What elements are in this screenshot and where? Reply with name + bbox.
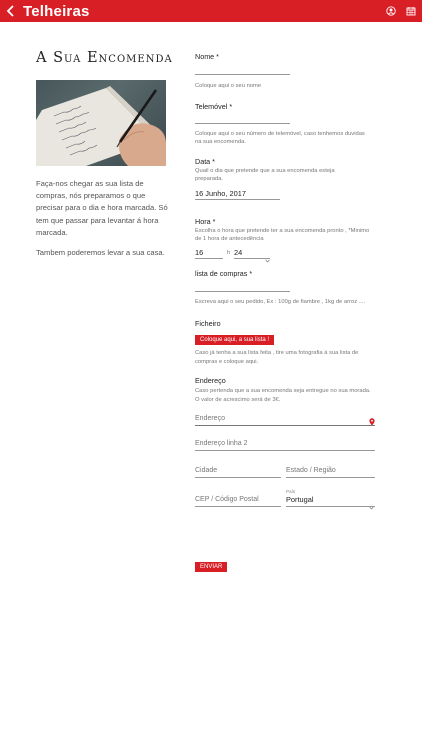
shopping-list-input[interactable] — [195, 281, 290, 292]
state-placeholder: Estado / Região — [286, 467, 336, 474]
address-line1-placeholder: Endereço — [195, 415, 225, 422]
top-app-bar — [0, 0, 422, 22]
file-hint: Caso já tenha a sua lista feita , tire uma fotografia á sua lista de compras e coloque aqui. — [195, 350, 359, 365]
account-icon[interactable] — [386, 6, 396, 16]
hour-separator: h — [227, 249, 231, 256]
phone-hint: Coloque aqui o seu número de telemóvel, caso tenhemos duvidas na sua encomenda. — [195, 130, 365, 145]
shopping-list-label: lista de compras * — [195, 268, 253, 278]
postal-code-input[interactable] — [195, 490, 281, 508]
address-hint: Caso pertenda que a sua encomenda seja entregue no sua morada. O valor de acrescimo será de 3€. — [195, 388, 371, 403]
country-select[interactable] — [286, 490, 375, 508]
name-hint: Coloque aqui o seu nome — [195, 83, 262, 89]
back-icon[interactable] — [0, 0, 22, 22]
location-pin-icon — [369, 413, 375, 431]
time-label: Hora * — [195, 216, 216, 226]
time-hint: Escolha o hora que pretende ter a sua encomenda pronto , *Minimo de 1 hora de antecedência — [195, 227, 370, 242]
delivery-note: Tambem poderemos levar a sua casa. — [36, 248, 165, 258]
intro-paragraph: Faça-nos chegar as sua lista de compras, nós preparamos o que precisar para o dia e hora marcada. Só tem que passar para levantar á hora marcada. — [36, 179, 168, 237]
page-title: A Sua Encomenda — [36, 50, 173, 66]
country-value: Portugal — [286, 495, 314, 504]
city-input[interactable] — [195, 465, 281, 479]
shopping-list-hint: Escreva aqui o seu pedido, Ex : 100g de fiambre , 1kg de arroz .... — [195, 298, 366, 305]
phone-label: Telemóvel * — [195, 101, 233, 111]
file-label: Ficheiro — [195, 319, 221, 328]
country-label: País — [286, 489, 296, 494]
address-line2-input[interactable] — [195, 438, 375, 454]
phone-input[interactable] — [195, 114, 290, 124]
upload-list-button[interactable]: Coloque aqui, a sua lista ! — [195, 335, 274, 345]
date-hint: Quail o dia que pretende que a sua encomenda esteja preparada. — [195, 167, 335, 182]
date-input[interactable]: 16 Junho, 2017 — [195, 189, 280, 200]
calendar-icon[interactable] — [406, 6, 416, 16]
name-label: Nome * — [195, 52, 219, 61]
submit-button[interactable]: ENVIAR — [195, 562, 227, 572]
address-line1-input[interactable] — [195, 413, 375, 429]
date-label: Data * — [195, 156, 215, 166]
hour-select[interactable]: 16 — [195, 247, 204, 257]
writing-list-photo — [36, 80, 166, 166]
city-placeholder: Cidade — [195, 467, 218, 474]
page-header-title: Telheiras — [23, 2, 90, 20]
name-input[interactable] — [195, 65, 290, 75]
chevron-down-icon[interactable] — [265, 250, 270, 268]
address-line2-placeholder: Endereço linha 2 — [195, 440, 248, 447]
state-input[interactable] — [286, 465, 375, 479]
address-label: Endereço — [195, 376, 226, 385]
intro-column — [36, 50, 173, 259]
order-form — [195, 52, 380, 508]
postal-code-placeholder: CEP / Código Postal — [195, 496, 259, 503]
minute-select[interactable]: 24 — [234, 247, 243, 257]
